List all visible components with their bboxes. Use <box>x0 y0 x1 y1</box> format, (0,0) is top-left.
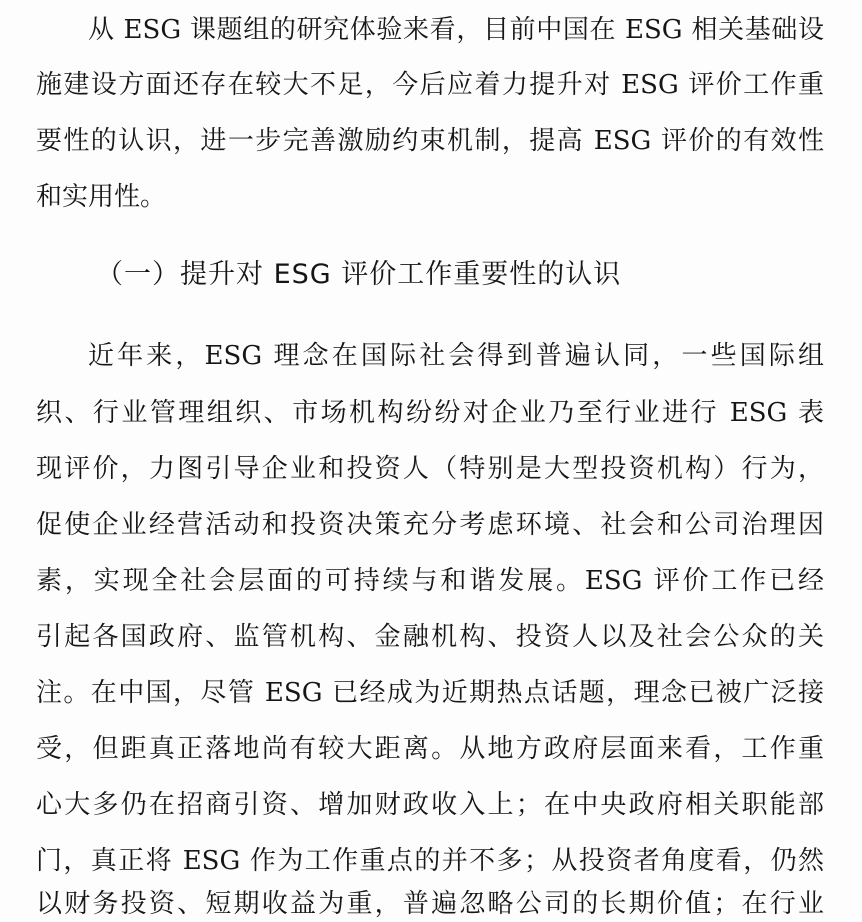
paragraph-2-line-8: 受，但距真正落地尚有较大距离。从地方政府层面来看，工作重 <box>36 734 824 764</box>
paragraph-2-line-4: 促使企业经营活动和投资决策充分考虑环境、社会和公司治理因 <box>36 510 824 540</box>
paragraph-1-line-1: 从 ESG 课题组的研究体验来看，目前中国在 ESG 相关基础设 <box>88 15 824 45</box>
paragraph-1-line-3: 要性的认识，进一步完善激励约束机制，提高 ESG 评价的有效性 <box>36 126 824 156</box>
paragraph-2-line-2: 织、行业管理组织、市场机构纷纷对企业乃至行业进行 ESG 表 <box>36 398 824 428</box>
paragraph-1-line-2: 施建设方面还存在较大不足，今后应着力提升对 ESG 评价工作重 <box>36 70 824 100</box>
paragraph-2-line-6: 引起各国政府、监管机构、金融机构、投资人以及社会公众的关 <box>36 622 824 652</box>
paragraph-2-line-3: 现评价，力图引导企业和投资人（特别是大型投资机构）行为， <box>36 454 824 484</box>
paragraph-1-line-4: 和实用性。 <box>36 182 167 212</box>
paragraph-2-line-10: 门，真正将 ESG 作为工作重点的并不多；从投资者角度看，仍然 <box>36 846 824 876</box>
paragraph-2-line-5: 素，实现全社会层面的可持续与和谐发展。ESG 评价工作已经 <box>36 566 824 596</box>
paragraph-2-line-7: 注。在中国，尽管 ESG 已经成为近期热点话题，理念已被广泛接 <box>36 678 824 708</box>
section-heading: （一）提升对 ESG 评价工作重要性的认识 <box>96 259 622 290</box>
paragraph-2-line-9: 心大多仍在招商引资、增加财政收入上；在中央政府相关职能部 <box>36 790 824 820</box>
paragraph-2-line-11: 以财务投资、短期收益为重，普遍忽略公司的长期价值；在行业 <box>36 889 824 919</box>
paragraph-2-line-1: 近年来，ESG 理念在国际社会得到普遍认同，一些国际组 <box>88 341 824 371</box>
